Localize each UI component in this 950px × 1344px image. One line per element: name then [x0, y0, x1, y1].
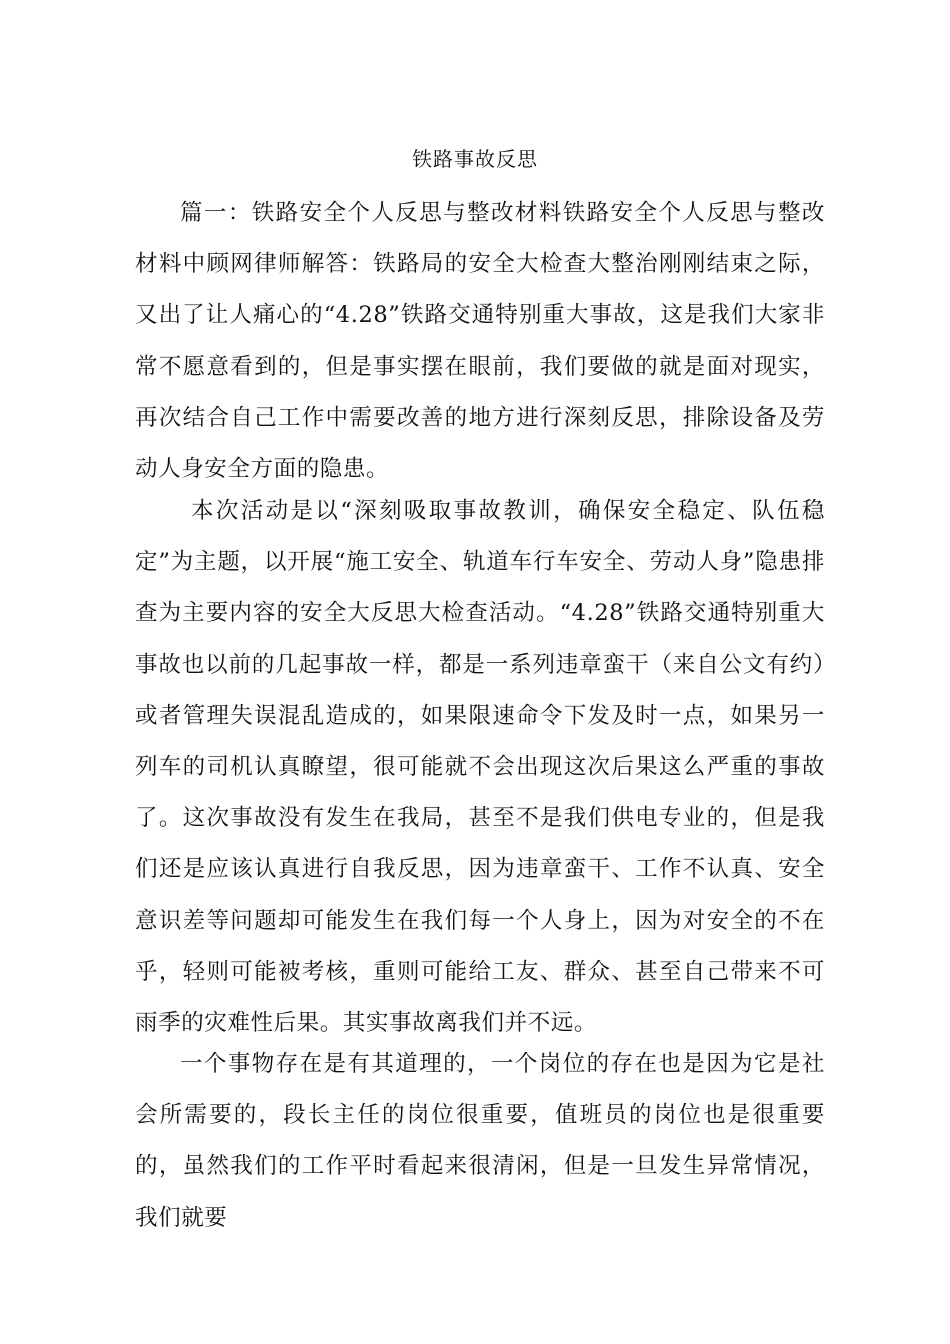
paragraph-1: 篇一：铁路安全个人反思与整改材料铁路安全个人反思与整改材料中顾网律师解答：铁路局的安全大检查大整治刚刚结束之际，又出了让人痛心的“4.28”铁路交通特别重大事故，这是我们大家非常不愿意看到的，但是事实摆在眼前，我们要做的就是面对现实，再次结合自己工作中需要改善的地方进行深刻反思，排除设备及劳动人身安全方面的隐患。 — [135, 200, 825, 483]
document-title: 铁路事故反思 — [412, 147, 538, 171]
paragraph-2: 本次活动是以“深刻吸取事故教训，确保安全稳定、队伍稳定”为主题，以开展“施工安全、轨道车行车安全、劳动人身”隐患排查为主要内容的安全大反思大检查活动。“4.28”铁路交通特别重大事故也以前的几起事故一样，都是一系列违章蛮干（来自公文有约）或者管理失误混乱造成的，如果限速命令下发及时一点，如果另一列车的司机认真瞭望，很可能就不会出现这次后果这么严重的事故了。这次事故没有发生在我局，甚至不是我们供电专业的，但是我们还是应该认真进行自我反思，因为违章蛮干、工作不认真、安全意识差等问题却可能发生在我们每一个人身上，因为对安全的不在乎，轻则可能被考核，重则可能给工友、群众、甚至自己带来不可雨季的灾难性后果。其实事故离我们并不远。 — [135, 498, 825, 1037]
paragraph-3: 一个事物存在是有其道理的，一个岗位的存在也是因为它是社会所需要的，段长主任的岗位很重要，值班员的岗位也是很重要的，虽然我们的工作平时看起来很清闲，但是一旦发生异常情况，我们就要 — [135, 1051, 825, 1231]
